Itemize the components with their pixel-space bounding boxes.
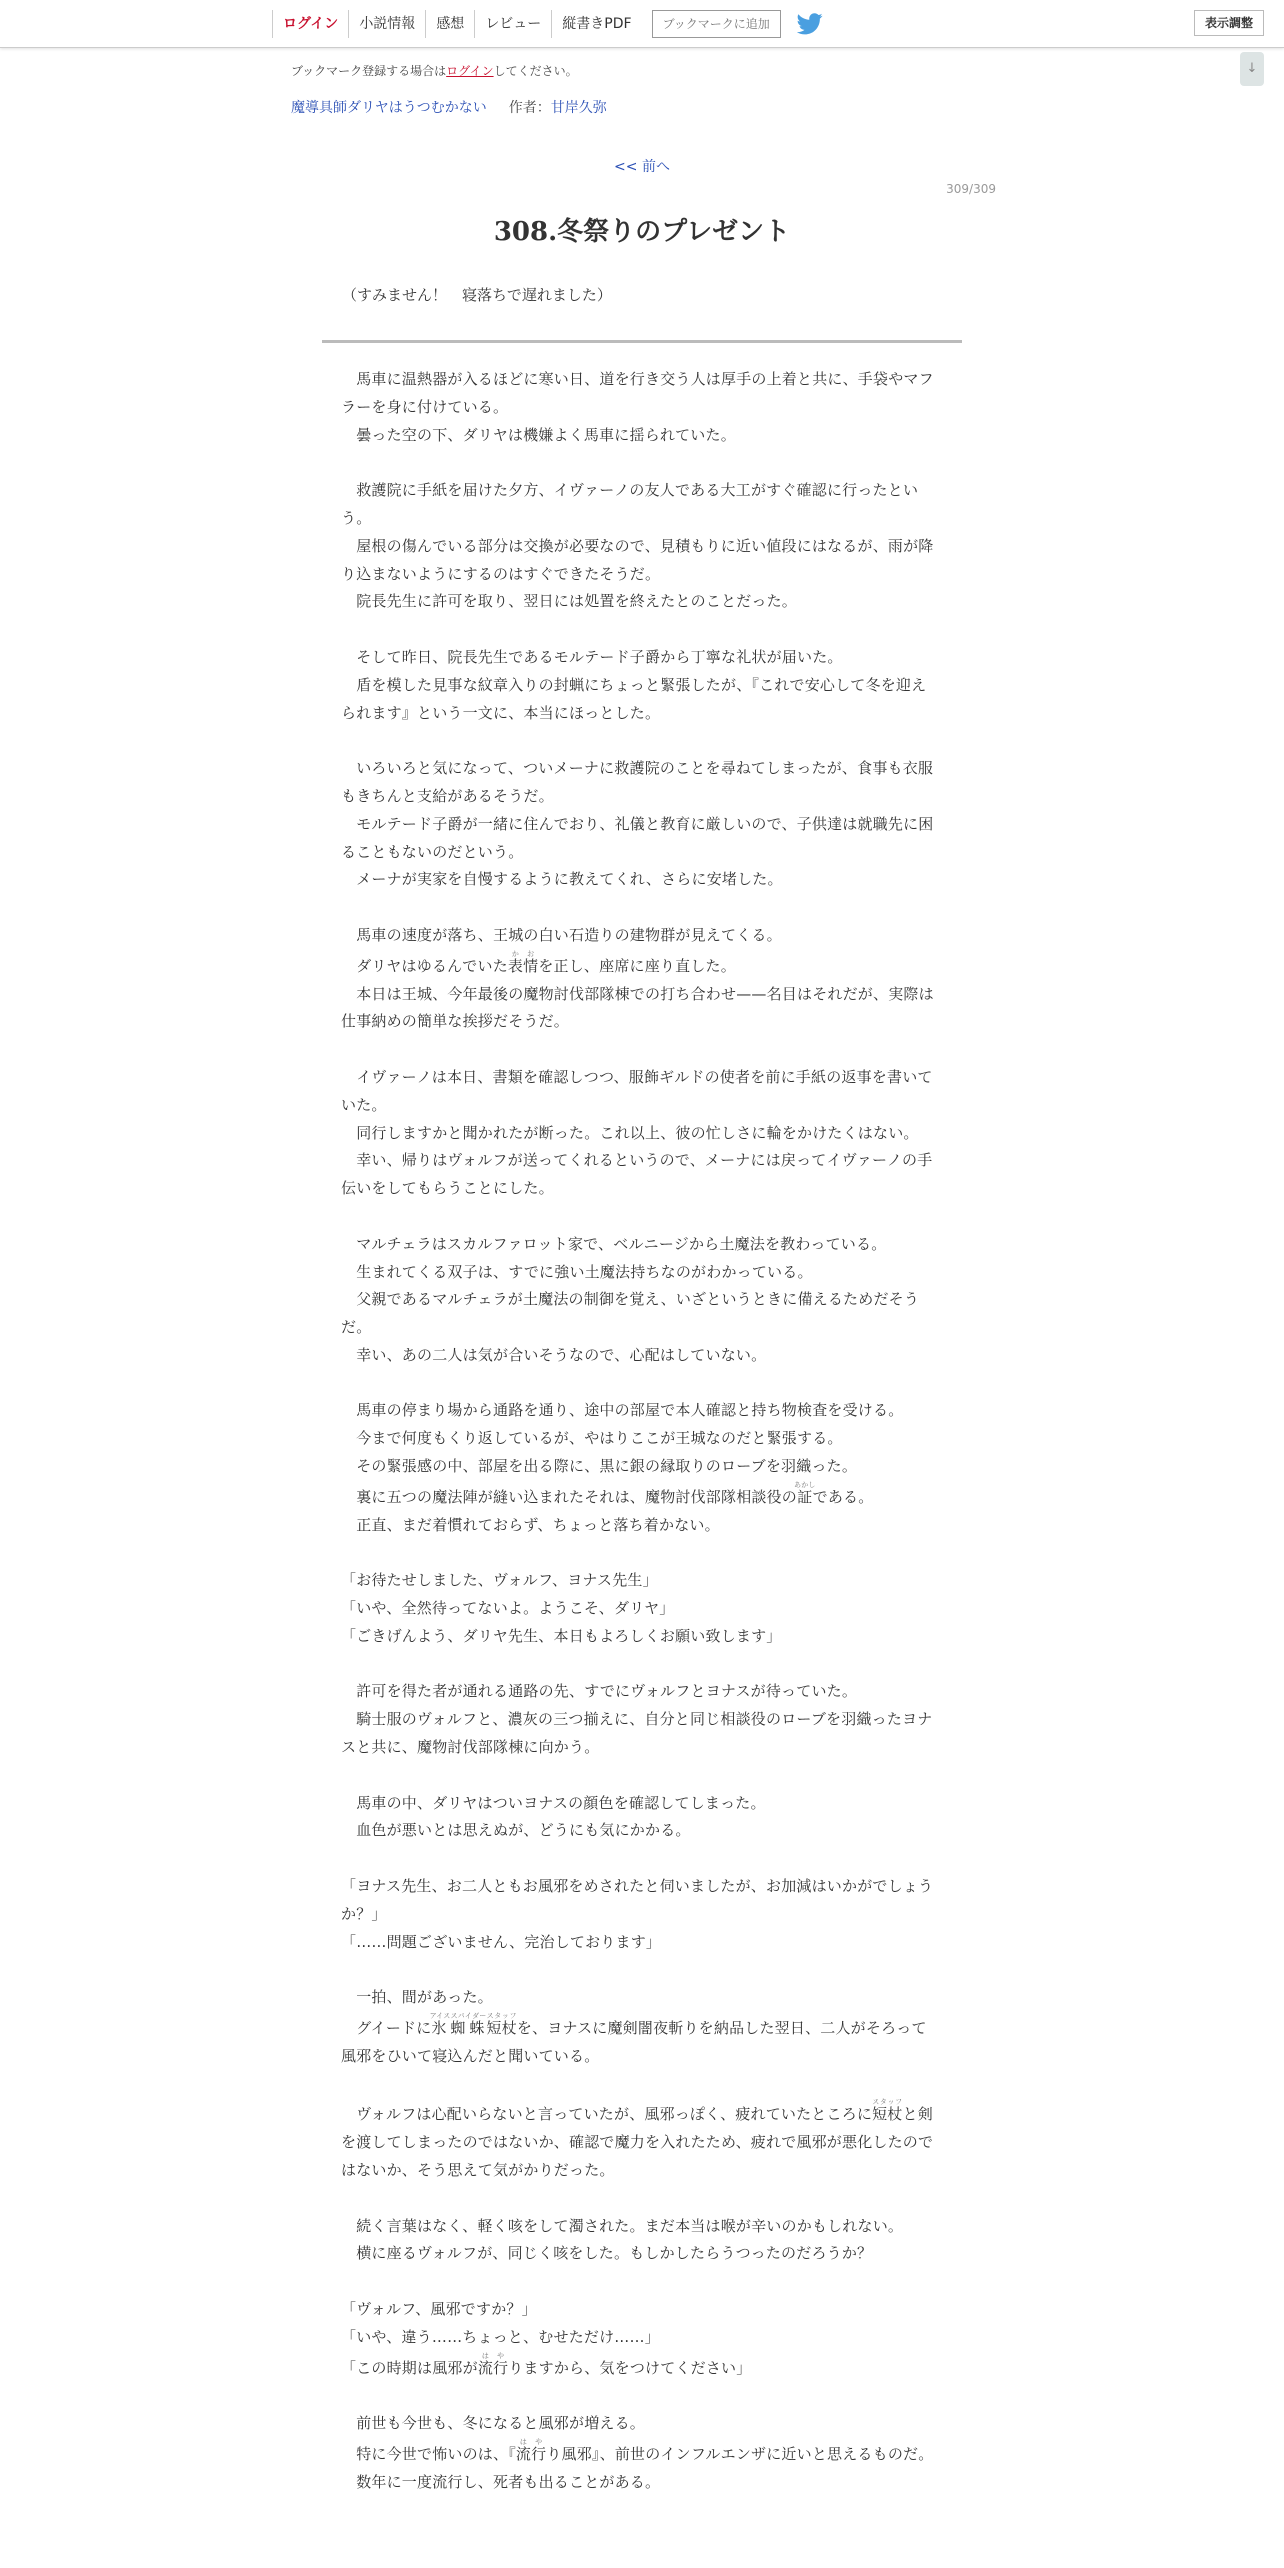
- ruby-base: 流行: [477, 2358, 509, 2377]
- text-segment: と剣を渡してしまったのではないか、確認で魔力を入れたため、疲れで風邪が悪化したのではないか、そう思えて気がかりだった。: [341, 2105, 934, 2179]
- text-segment: を、ヨナスに魔剣闇夜斬りを納品した翌日、二人がそろって風邪をひいて寝込んだと聞いている。: [341, 2019, 927, 2065]
- body-paragraph: イヴァーノは本日、書類を確認しつつ、服飾ギルドの使者を前に手紙の返事を書いていた。: [341, 1067, 933, 1114]
- ruby-reading: はや: [515, 2437, 547, 2446]
- text-segment: を正し、座席に座り直した。: [538, 956, 736, 975]
- dialogue-line: 「いや、違う……ちょっと、むせただけ……」: [341, 2327, 660, 2346]
- body-paragraph: いろいろと気になって、ついメーナに救護院のことを尋ねてしまったが、食事も衣服もきちんと支給があるそうだ。: [341, 759, 934, 805]
- text-segment: 特に今世で怖いのは、『: [341, 2444, 516, 2463]
- body-paragraph: 今まで何度もくり返しているが、やはりここが王城なのだと緊張する。: [341, 1429, 843, 1448]
- body-paragraph: 馬車の停まり場から通路を通り、途中の部屋で本人確認と持ち物検査を受ける。: [341, 1401, 904, 1420]
- ruby-popular: [515, 2437, 547, 2463]
- body-paragraph: 盾を模した見事な紋章入りの封蝋にちょっと緊張したが、『これで安心して冬を迎えられます』という一文に、本当にほっとした。: [341, 675, 927, 722]
- body-paragraph: [341, 950, 936, 981]
- work-info: [291, 97, 607, 117]
- ruby-expression: [507, 949, 539, 975]
- blank-line: [341, 894, 936, 922]
- blank-line: [341, 1203, 936, 1231]
- top-header: [0, 0, 1284, 48]
- blank-line: [341, 2382, 936, 2410]
- ruby-reading: かお: [507, 949, 539, 958]
- body-paragraph: 父親であるマルチェラが土魔法の制御を覚え、いざというときに備えるためだそうだ。: [341, 1290, 920, 1337]
- body-paragraph: メーナが実家を自慢するように教えてくれ、さらに安堵した。: [341, 870, 783, 889]
- text-segment: ヴォルフは心配いらないと言っていたが、風邪っぽく、疲れていたところに: [341, 2105, 873, 2124]
- blank-line: [341, 2071, 936, 2099]
- ruby-reading: アイススパイダー: [429, 2012, 487, 2021]
- body-paragraph: [341, 2012, 936, 2071]
- body-paragraph: モルテード子爵が一緒に住んでおり、礼儀と教育に厳しいので、子供達は就職先に困ることもないのだという。: [341, 814, 934, 861]
- text-segment: りますから、気をつけてください」: [508, 2358, 752, 2377]
- body-paragraph: [341, 1481, 936, 1512]
- body-paragraph: その緊張感の中、部屋を出る際に、黒に銀の縁取りのローブを羽織った。: [341, 1457, 858, 1476]
- body-paragraph: 院長先生に許可を取り、翌日には処置を終えたとのことだった。: [341, 592, 798, 611]
- ruby-reading: スタッフ: [486, 2012, 517, 2021]
- text-segment: 裏に五つの魔法陣が縫い込まれたそれは、魔物討伐部隊相談役の: [341, 1487, 798, 1506]
- ruby-base: 流行: [515, 2444, 547, 2463]
- notice-prefix: ブックマーク登録する場合は: [291, 64, 447, 78]
- ruby-base: 短杖: [486, 2019, 517, 2038]
- page-counter: 309/309: [946, 182, 996, 196]
- body-paragraph: 続く言葉はなく、軽く咳をして濁された。まだ本当は喉が辛いのかもしれない。: [341, 2216, 904, 2235]
- nav-login[interactable]: ログイン: [272, 10, 348, 38]
- notice-login-link[interactable]: ログイン: [446, 64, 494, 78]
- nav-review[interactable]: レビュー: [474, 10, 551, 38]
- body-paragraph: 幸い、あの二人は気が合いそうなので、心配はしていない。: [341, 1345, 767, 1364]
- body-paragraph: [341, 2438, 936, 2469]
- blank-line: [341, 2268, 936, 2296]
- blank-line: [341, 1762, 936, 1790]
- blank-line: [341, 449, 936, 477]
- nav-novel-info[interactable]: 小説情報: [348, 10, 425, 38]
- author-link[interactable]: 甘岸久弥: [550, 100, 607, 116]
- dialogue-line: [341, 2352, 936, 2383]
- blank-line: [341, 1956, 936, 1984]
- dialogue-line: 「ごきげんよう、ダリヤ先生、本日もよろしくお願い致します」: [341, 1626, 782, 1645]
- blank-line: [341, 727, 936, 755]
- blank-line: [341, 1651, 936, 1679]
- text-segment: グイードに: [341, 2019, 432, 2038]
- text-segment: 「この時期は風邪が: [341, 2358, 478, 2377]
- add-bookmark-button[interactable]: ブックマークに追加: [652, 10, 781, 38]
- body-paragraph: 救護院に手紙を届けた夕方、イヴァーノの友人である大工がすぐ確認に行ったという。: [341, 481, 919, 527]
- text-segment: である。: [812, 1487, 874, 1506]
- work-title-link[interactable]: 魔導具師ダリヤはうつむかない: [291, 100, 487, 116]
- chapter-preface: （すみません！ 寝落ちで遅れました）: [342, 286, 612, 304]
- dialogue-line: 「ヨナス先生、お二人ともお風邪をめされたと伺いましたが、お加減はいかがでしょうか？」: [341, 1877, 934, 1923]
- body-paragraph: 本日は王城、今年最後の魔物討伐部隊棟での打ち合わせ——名目はそれだが、実際は仕事納めの簡単な挨拶だそうだ。: [341, 984, 934, 1031]
- ruby-proof: [794, 1480, 816, 1506]
- body-paragraph: 数年に一度流行し、死者も出ることがある。: [341, 2472, 661, 2491]
- blank-line: [341, 1845, 936, 1873]
- body-paragraph: マルチェラはスカルファロット家で、ベルニージから土魔法を教わっている。: [341, 1234, 887, 1253]
- body-paragraph: 血色が悪いとは思えぬが、どうにも気にかかる。: [341, 1821, 691, 1840]
- chapter-title: 308.冬祭りのプレゼント: [493, 217, 791, 247]
- dialogue-line: 「……問題ございません、完治しております」: [341, 1932, 662, 1951]
- blank-line: [341, 616, 936, 644]
- chapter-body: [341, 366, 936, 2497]
- body-paragraph: 馬車の中、ダリヤはついヨナスの顔色を確認してしまった。: [341, 1793, 766, 1812]
- dialogue-line: 「いや、全然待ってないよ。ようこそ、ダリヤ」: [341, 1599, 675, 1618]
- author-label: 作者：: [508, 100, 551, 116]
- body-paragraph: 一拍、間があった。: [341, 1988, 493, 2007]
- ruby-staff: [872, 2098, 903, 2124]
- body-paragraph: 曇った空の下、ダリヤは機嫌よく馬車に揺られていた。: [341, 425, 736, 444]
- ruby-short-staff: [486, 2012, 517, 2038]
- body-paragraph: [341, 2098, 936, 2184]
- body-paragraph: 前世も今世も、冬になると風邪が増える。: [341, 2414, 646, 2433]
- top-nav: [272, 10, 823, 38]
- body-paragraph: 横に座るヴォルフが、同じく咳をした。もしかしたらうつったのだろうか？: [341, 2244, 873, 2263]
- ruby-base: 氷蜘蛛: [429, 2019, 487, 2038]
- body-paragraph: 騎士服のヴォルフと、濃灰の三つ揃えに、自分と同じ相談役のローブを羽織ったヨナスと共に、魔物討伐部隊棟に向かう。: [341, 1710, 933, 1757]
- twitter-icon[interactable]: [797, 13, 823, 35]
- blank-line: [341, 1539, 936, 1567]
- nav-vertical-pdf[interactable]: 縦書きPDF: [551, 10, 641, 38]
- body-paragraph: 屋根の傷んでいる部分は交換が必要なので、見積もりに近い値段にはなるが、雨が降り込まないようにするのはすぐできたそうだ。: [341, 536, 934, 583]
- ruby-reading: スタッフ: [872, 2098, 903, 2107]
- body-paragraph: 同行しますかと聞かれたが断った。これ以上、彼の忙しさに輪をかけたくはない。: [341, 1123, 919, 1142]
- body-paragraph: 馬車の速度が落ち、王城の白い石造りの建物群が見えてくる。: [341, 925, 782, 944]
- scroll-down-button[interactable]: ↓: [1240, 52, 1264, 86]
- body-paragraph: 幸い、帰りはヴォルフが送ってくれるというので、メーナには戻ってイヴァーノの手伝いをしてもらうことにした。: [341, 1151, 933, 1198]
- ruby-popular: [477, 2351, 509, 2377]
- login-notice: [291, 62, 578, 79]
- text-segment: り風邪』、前世のインフルエンザに近いと思えるものだ。: [546, 2444, 934, 2463]
- blank-line: [341, 1370, 936, 1398]
- dialogue-line: 「お待たせしました、ヴォルフ、ヨナス先生」: [341, 1571, 658, 1590]
- ruby-ice-spider: [429, 2012, 487, 2038]
- ruby-base: 証: [794, 1487, 816, 1506]
- body-paragraph: 許可を得た者が通れる通路の先、すでにヴォルフとヨナスが待っていた。: [341, 1682, 858, 1701]
- body-paragraph: 馬車に温熱器が入るほどに寒い日、道を行き交う人は厚手の上着と共に、手袋やマフラーを身に付けている。: [341, 370, 934, 416]
- blank-line: [341, 2185, 936, 2213]
- dialogue-line: 「ヴォルフ、風邪ですか？」: [341, 2299, 537, 2318]
- body-paragraph: 生まれてくる双子は、すでに強い土魔法持ちなのがわかっている。: [341, 1262, 813, 1281]
- ruby-base: 短杖: [872, 2105, 903, 2124]
- ruby-reading: あかし: [794, 1480, 816, 1489]
- ruby-reading: はや: [477, 2351, 509, 2360]
- body-paragraph: 正直、まだ着慣れておらず、ちょっと落ち着かない。: [341, 1515, 720, 1534]
- ruby-base: 表情: [507, 956, 539, 975]
- preface-divider: [322, 340, 962, 343]
- body-paragraph: そして昨日、院長先生であるモルテード子爵から丁寧な礼状が届いた。: [341, 647, 843, 666]
- display-settings-button[interactable]: 表示調整: [1194, 10, 1264, 36]
- notice-suffix: してください。: [493, 64, 578, 78]
- blank-line: [341, 1036, 936, 1064]
- nav-impressions[interactable]: 感想: [425, 10, 474, 38]
- prev-page-link[interactable]: << 前へ: [614, 159, 670, 175]
- text-segment: ダリヤはゆるんでいた: [341, 956, 508, 975]
